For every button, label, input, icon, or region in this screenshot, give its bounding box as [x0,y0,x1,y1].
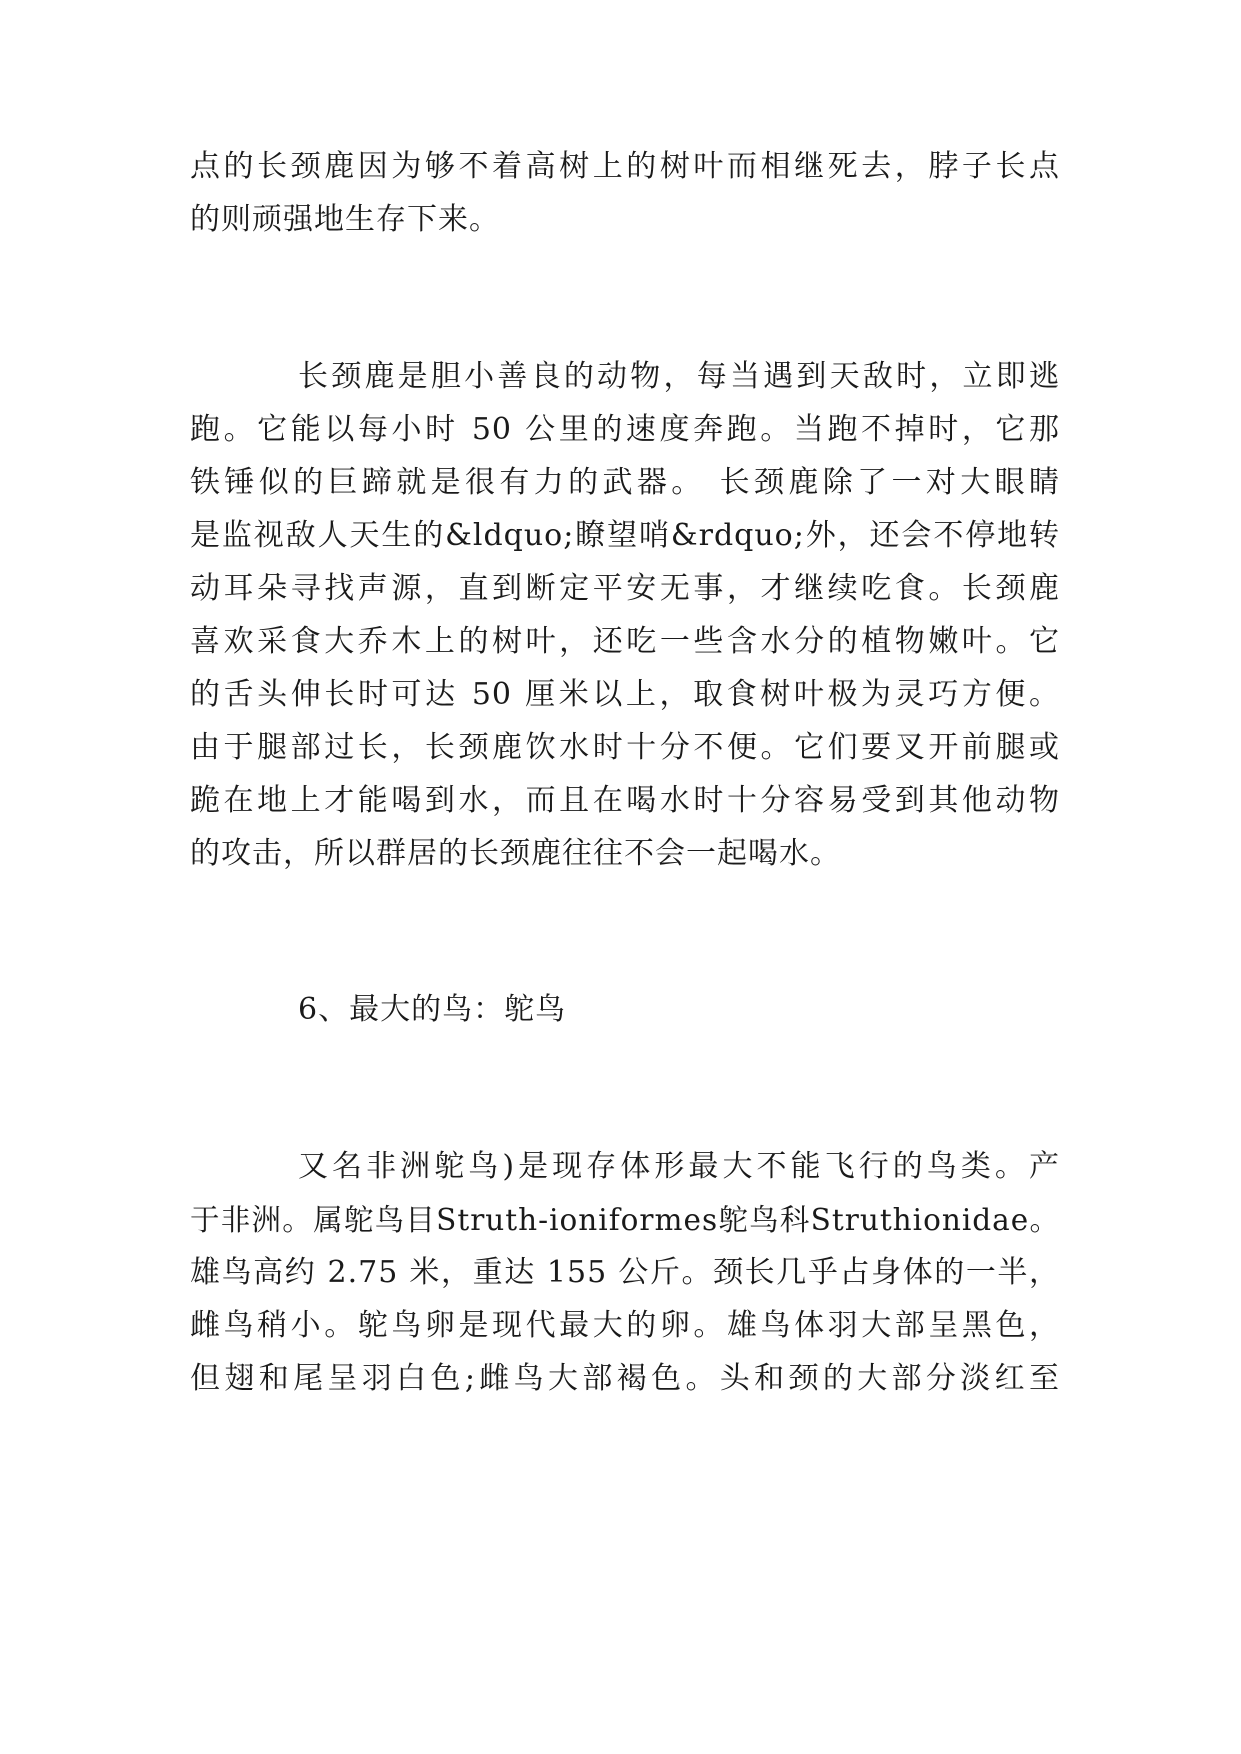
text-line: 跑。它能以每小时 50 公里的速度奔跑。当跑不掉时，它那 [190,412,1060,447]
text-line: 于非洲。属鸵鸟目Struth-ioniformes鸵鸟科Struthionidae。 [190,1203,1060,1237]
text-line: 长颈鹿是胆小善良的动物，每当遇到天敌时，立即逃 [298,359,1060,394]
text-line: 是监视敌人天生的&ldquo;瞭望哨&rdquo;外，还会不停地转 [190,518,1060,553]
section-heading: 6、最大的鸟：鸵鸟 [298,992,567,1027]
text-line: 点的长颈鹿因为够不着高树上的树叶而相继死去，脖子长点 [190,149,1060,184]
text-line: 动耳朵寻找声源，直到断定平安无事，才继续吃食。长颈鹿 [190,571,1060,606]
text-line: 的则顽强地生存下来。 [190,202,500,237]
text-line: 由于腿部过长，长颈鹿饮水时十分不便。它们要叉开前腿或 [190,730,1060,765]
text-line: 铁锤似的巨蹄就是很有力的武器。 长颈鹿除了一对大眼睛 [190,465,1060,500]
text-line: 雌鸟稍小。鸵鸟卵是现代最大的卵。雄鸟体羽大部呈黑色， [190,1308,1060,1343]
text-line: 雄鸟高约 2.75 米，重达 155 公斤。颈长几乎占身体的一半， [190,1255,1060,1290]
text-line: 的舌头伸长时可达 50 厘米以上，取食树叶极为灵巧方便。 [190,677,1060,712]
text-line: 跪在地上才能喝到水，而且在喝水时十分容易受到其他动物 [190,783,1060,818]
text-line: 又名非洲鸵鸟)是现存体形最大不能飞行的鸟类。产 [298,1149,1060,1184]
text-line: 但翅和尾呈羽白色;雌鸟大部褐色。头和颈的大部分淡红至 [190,1361,1060,1396]
text-line: 的攻击，所以群居的长颈鹿往往不会一起喝水。 [190,836,841,871]
text-line: 喜欢采食大乔木上的树叶，还吃一些含水分的植物嫩叶。它 [190,624,1060,659]
